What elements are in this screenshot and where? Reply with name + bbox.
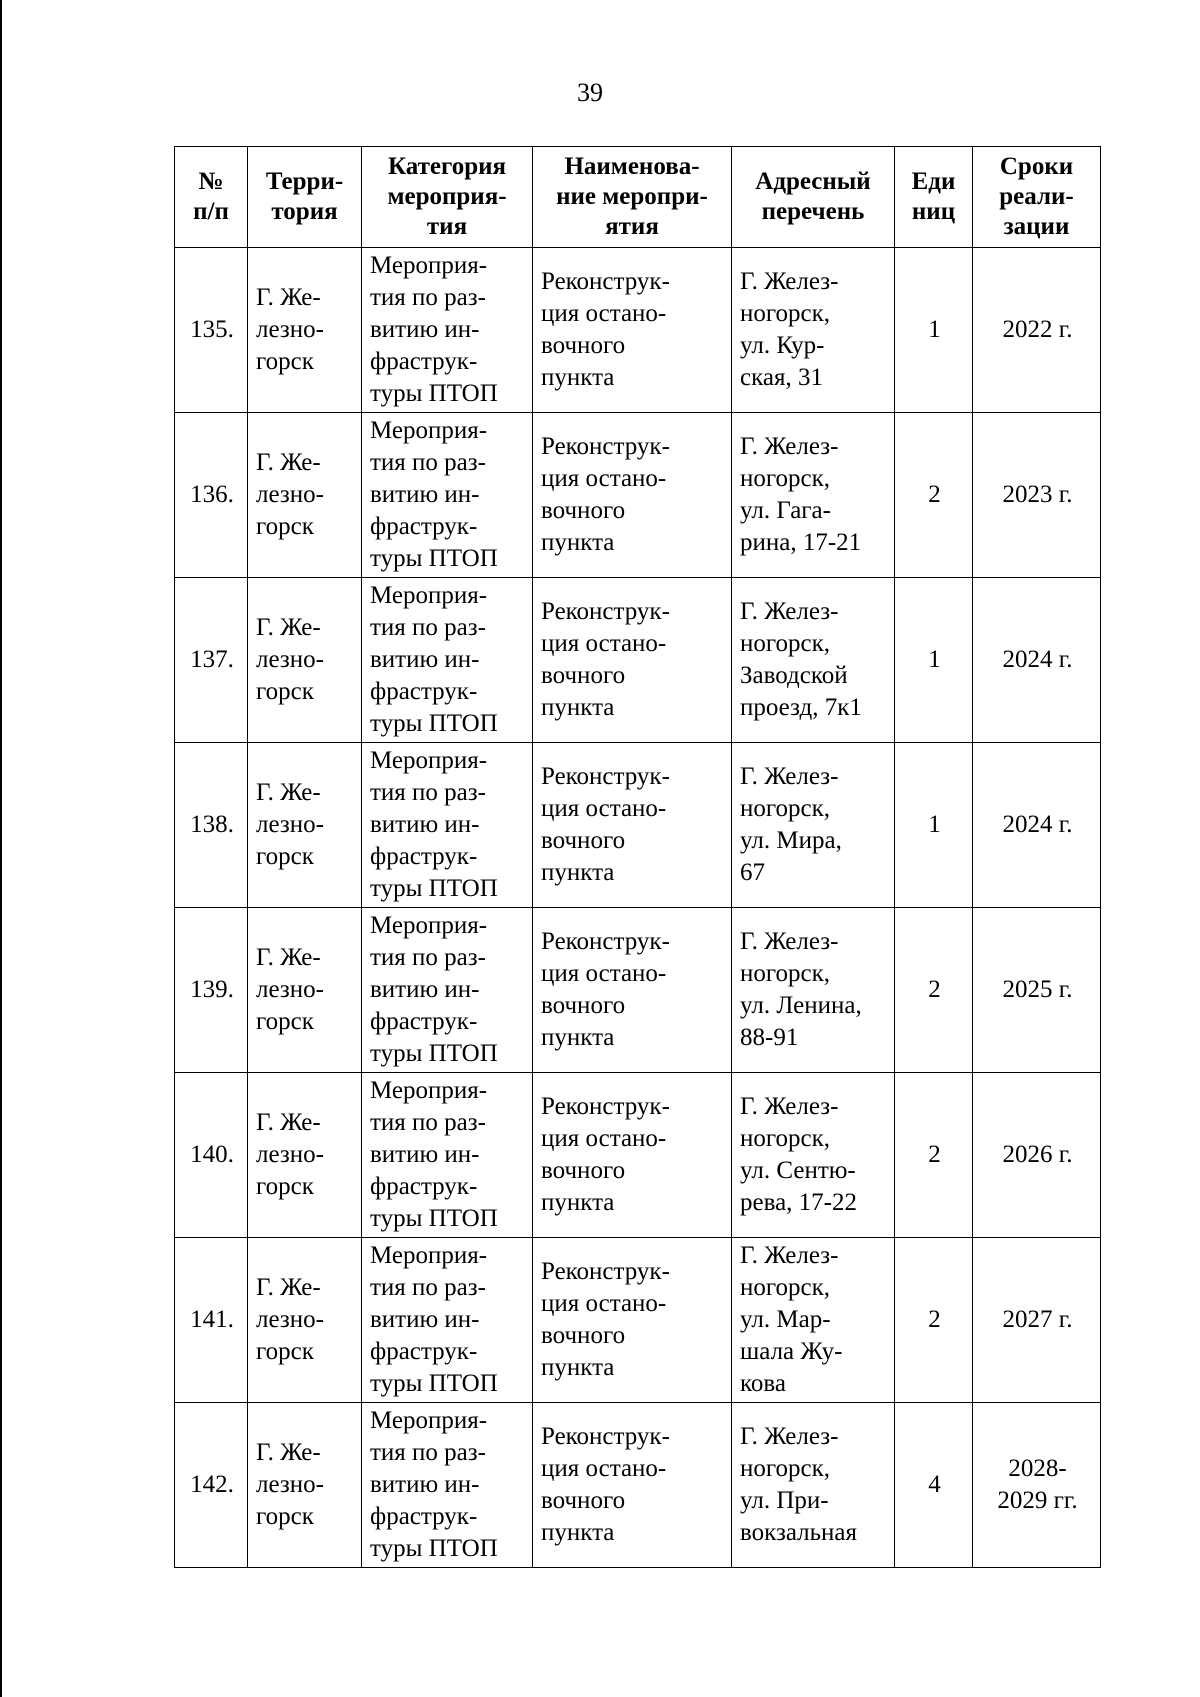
cell-num: 141.	[175, 1238, 248, 1403]
header-term: Сроки реали- зации	[973, 147, 1101, 248]
table-row	[175, 908, 1101, 1073]
cell-num: 135.	[175, 248, 248, 413]
cell-category: Мероприя- тия по раз- витию ин- фраструк- туры ПТОП	[362, 743, 533, 908]
cell-category: Мероприя- тия по раз- витию ин- фраструк- туры ПТОП	[362, 413, 533, 578]
cell-category: Мероприя- тия по раз- витию ин- фраструк- туры ПТОП	[362, 578, 533, 743]
cell-territory: Г. Же- лезно- горск	[248, 578, 362, 743]
cell-address: Г. Желез- ногорск, ул. Кур- ская, 31	[732, 248, 895, 413]
cell-term: 2023 г.	[973, 413, 1101, 578]
cell-units: 1	[895, 248, 973, 413]
cell-num: 139.	[175, 908, 248, 1073]
cell-units: 1	[895, 743, 973, 908]
header-num: № п/п	[175, 147, 248, 248]
cell-address: Г. Желез- ногорск, ул. Мар- шала Жу- кова	[732, 1238, 895, 1403]
header-units: Еди ниц	[895, 147, 973, 248]
cell-territory: Г. Же- лезно- горск	[248, 248, 362, 413]
table-row	[175, 248, 1101, 413]
cell-category: Мероприя- тия по раз- витию ин- фраструк- туры ПТОП	[362, 1073, 533, 1238]
cell-units: 2	[895, 1073, 973, 1238]
header-address: Адресный перечень	[732, 147, 895, 248]
cell-address: Г. Желез- ногорск, Заводской проезд, 7к1	[732, 578, 895, 743]
cell-num: 138.	[175, 743, 248, 908]
cell-name: Реконструк- ция остано- вочного пункта	[533, 1238, 732, 1403]
cell-units: 2	[895, 413, 973, 578]
cell-num: 142.	[175, 1403, 248, 1568]
cell-address: Г. Желез- ногорск, ул. Сентю- рева, 17-22	[732, 1073, 895, 1238]
header-territory: Терри- тория	[248, 147, 362, 248]
cell-units: 4	[895, 1403, 973, 1568]
cell-term: 2026 г.	[973, 1073, 1101, 1238]
cell-name: Реконструк- ция остано- вочного пункта	[533, 1073, 732, 1238]
cell-category: Мероприя- тия по раз- витию ин- фраструк- туры ПТОП	[362, 248, 533, 413]
cell-name: Реконструк- ция остано- вочного пункта	[533, 578, 732, 743]
cell-address: Г. Желез- ногорск, ул. Мира, 67	[732, 743, 895, 908]
cell-term: 2022 г.	[973, 248, 1101, 413]
cell-category: Мероприя- тия по раз- витию ин- фраструк- туры ПТОП	[362, 1403, 533, 1568]
table-header-row	[175, 147, 1101, 248]
cell-term: 2025 г.	[973, 908, 1101, 1073]
table-row	[175, 1073, 1101, 1238]
cell-category: Мероприя- тия по раз- витию ин- фраструк- туры ПТОП	[362, 908, 533, 1073]
table-row	[175, 1403, 1101, 1568]
table-row	[175, 743, 1101, 908]
cell-name: Реконструк- ция остано- вочного пункта	[533, 908, 732, 1073]
cell-territory: Г. Же- лезно- горск	[248, 1073, 362, 1238]
events-table	[174, 146, 1101, 1568]
cell-num: 136.	[175, 413, 248, 578]
cell-name: Реконструк- ция остано- вочного пункта	[533, 413, 732, 578]
cell-territory: Г. Же- лезно- горск	[248, 1238, 362, 1403]
cell-territory: Г. Же- лезно- горск	[248, 1403, 362, 1568]
header-category: Категория мероприя- тия	[362, 147, 533, 248]
table-row	[175, 1238, 1101, 1403]
cell-address: Г. Желез- ногорск, ул. Ленина, 88-91	[732, 908, 895, 1073]
cell-units: 2	[895, 908, 973, 1073]
cell-name: Реконструк- ция остано- вочного пункта	[533, 1403, 732, 1568]
cell-num: 137.	[175, 578, 248, 743]
header-name: Наименова- ние меропри- ятия	[533, 147, 732, 248]
cell-address: Г. Желез- ногорск, ул. При- вокзальная	[732, 1403, 895, 1568]
cell-term: 2024 г.	[973, 743, 1101, 908]
cell-name: Реконструк- ция остано- вочного пункта	[533, 743, 732, 908]
table-row	[175, 578, 1101, 743]
cell-term: 2024 г.	[973, 578, 1101, 743]
cell-territory: Г. Же- лезно- горск	[248, 743, 362, 908]
cell-term: 2028- 2029 гг.	[973, 1403, 1101, 1568]
table-row	[175, 413, 1101, 578]
cell-units: 2	[895, 1238, 973, 1403]
cell-term: 2027 г.	[973, 1238, 1101, 1403]
page-number: 39	[577, 78, 603, 107]
cell-num: 140.	[175, 1073, 248, 1238]
cell-territory: Г. Же- лезно- горск	[248, 413, 362, 578]
cell-category: Мероприя- тия по раз- витию ин- фраструк- туры ПТОП	[362, 1238, 533, 1403]
cell-units: 1	[895, 578, 973, 743]
cell-territory: Г. Же- лезно- горск	[248, 908, 362, 1073]
page-edge-line	[0, 0, 2, 1697]
cell-name: Реконструк- ция остано- вочного пункта	[533, 248, 732, 413]
cell-address: Г. Желез- ногорск, ул. Гага- рина, 17-21	[732, 413, 895, 578]
